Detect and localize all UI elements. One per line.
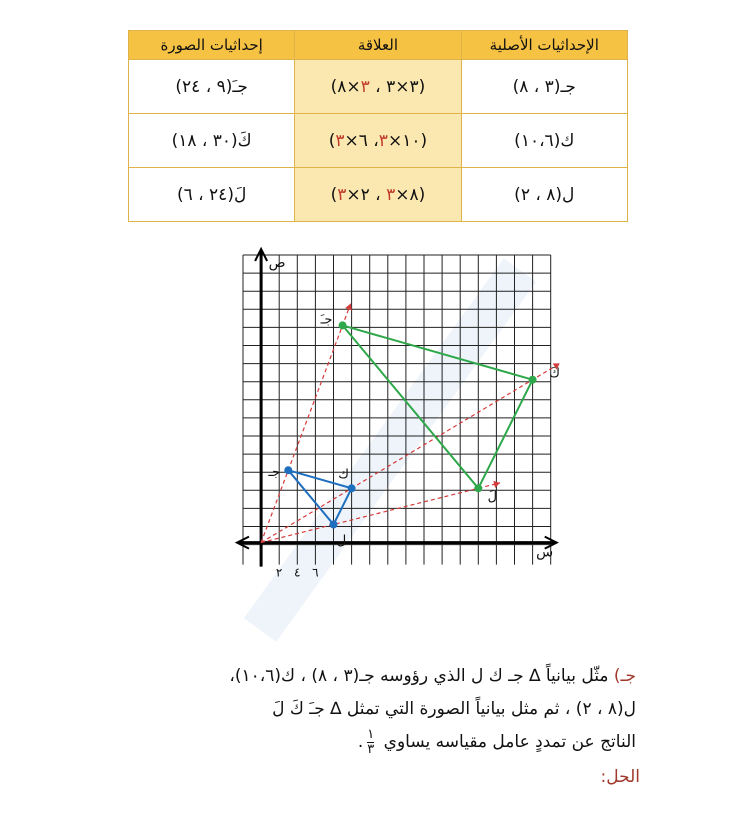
rel-b: ٦× xyxy=(344,130,368,151)
image-triangle-vertex-j xyxy=(339,321,347,329)
question-line-2: ل(٨ ، ٢) ، ثم مثل بيانياً الصورة التي تمثل ∆ جـَ كَ لَ xyxy=(272,699,636,719)
rel-sep: ، xyxy=(369,76,387,97)
question-line-3-text: الناتج عن تمددٍ عامل مقياسه يساوي xyxy=(383,732,636,752)
scale-fraction xyxy=(367,728,374,757)
solution-label: الحل: xyxy=(600,767,640,787)
x-tick-label: ٤ xyxy=(293,565,301,580)
x-axis-label: س xyxy=(536,544,554,561)
original-triangle-vertex-j xyxy=(284,466,292,474)
vertex-label-l: ل xyxy=(336,533,347,549)
question-line-3 xyxy=(76,726,636,759)
header-image: إحداثيات الصورة xyxy=(129,31,295,60)
original-triangle-vertex-l xyxy=(330,521,338,529)
rel-factor: ٣ xyxy=(337,184,347,205)
graph-labels xyxy=(267,255,560,580)
rel-a: ٣×٣ xyxy=(386,76,419,97)
question-end: . xyxy=(357,732,364,752)
x-tick-label: ٦ xyxy=(312,565,319,580)
cell-original: ل(٨ ، ٢) xyxy=(461,168,627,222)
question-line-1 xyxy=(76,660,636,693)
rel-a: ١٠× xyxy=(387,130,421,151)
cell-image: كَ(٣٠ ، ١٨) xyxy=(129,114,295,168)
vertex-label-j: جـ xyxy=(268,465,281,481)
image-label-l: لَ xyxy=(487,489,498,505)
cell-original: جـ(٣ ، ٨) xyxy=(461,60,627,114)
cell-original: ك(١٠،٦) xyxy=(461,114,627,168)
y-axis-label: ص xyxy=(268,255,286,271)
dilation-ray xyxy=(261,304,351,543)
rel-factor: ٣ xyxy=(335,130,345,151)
rel-sep: ، xyxy=(369,184,387,205)
rel-factor: ٣ xyxy=(378,130,388,151)
rel-factor: ٣ xyxy=(386,184,396,205)
question-label: جـ) xyxy=(613,666,636,686)
cell-image: لَ(٢٤ ، ٦) xyxy=(129,168,295,222)
image-triangle-vertex-l xyxy=(474,484,482,492)
header-relation: العلاقة xyxy=(295,31,461,60)
rel-sep: ، xyxy=(367,130,379,151)
question-line-1-text: مثّل بيانياً ∆ جـ ك ل الذي رؤوسه جـ(٣ ، ٨) ، ك(١٠،٦)، xyxy=(229,666,614,686)
vertex-label-k: ك xyxy=(338,467,349,483)
header-original: الإحداثيات الأصلية xyxy=(461,31,627,60)
fraction-numerator: ١ xyxy=(367,726,375,742)
original-triangle-vertex-k xyxy=(348,484,356,492)
rel-close: ) xyxy=(330,184,338,205)
image-label-k: كَ xyxy=(549,366,560,382)
rel-b: ٢× xyxy=(346,184,370,205)
image-label-j: جـَ xyxy=(320,312,333,328)
rel-b: ×٨ xyxy=(337,76,361,97)
rel-open: ( xyxy=(418,184,426,205)
image-triangle-vertex-k xyxy=(529,376,537,384)
rel-a: ٨× xyxy=(395,184,419,205)
rel-open: ( xyxy=(418,76,426,97)
rel-factor: ٣ xyxy=(360,76,370,97)
image-triangle xyxy=(343,325,533,488)
grid xyxy=(243,255,554,565)
rel-open: ( xyxy=(420,130,428,151)
triangles xyxy=(284,321,536,528)
rel-close: ) xyxy=(328,130,336,151)
fraction-denominator: ٣ xyxy=(367,741,375,757)
question-text xyxy=(76,660,636,759)
axes xyxy=(237,249,557,567)
rel-close: ) xyxy=(330,76,338,97)
cell-image: جـَ(٩ ، ٢٤) xyxy=(129,60,295,114)
x-tick-label: ٢ xyxy=(275,565,283,580)
